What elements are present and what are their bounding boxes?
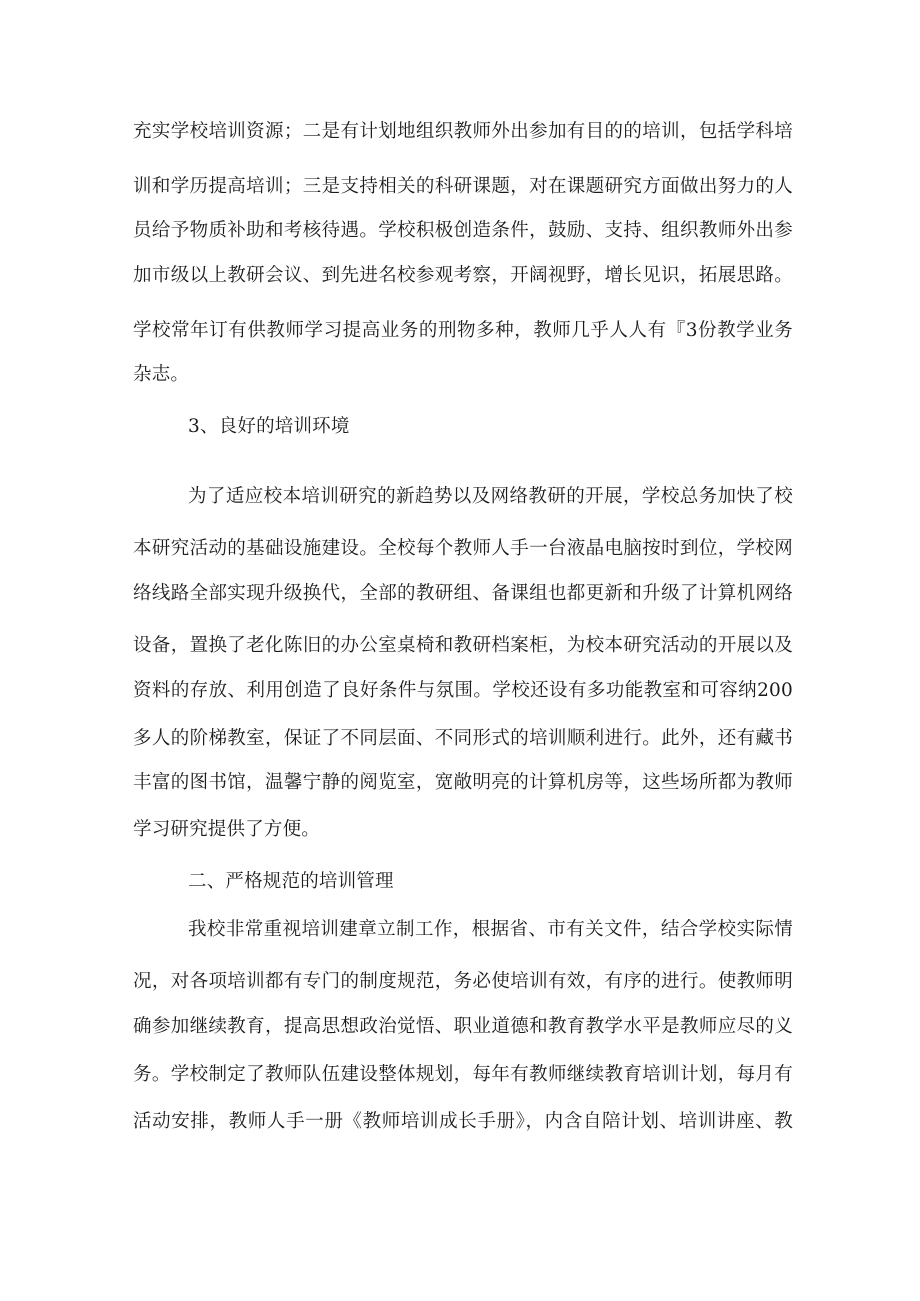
paragraph-line: 员给予物质补助和考核待遇。学校积极创造条件，鼓励、支持、组织教师外出参: [133, 220, 793, 241]
paragraph-line: 学校常年订有供教师学习提高业务的刑物多种，教师几乎人人有『3份教学业务: [133, 320, 793, 341]
paragraph-line: 杂志。: [133, 364, 190, 385]
paragraph-line: 设备，置换了老化陈旧的办公室桌椅和教研档案柜，为校本研究活动的开展以及: [133, 635, 793, 656]
paragraph-line: 多人的阶梯教室，保证了不同层面、不同形式的培训顺利进行。此外，还有藏书: [133, 728, 793, 749]
paragraph-line: 活动安排，教师人手一册《教师培训成长手册》，内含自陪计划、培训讲座、教: [133, 1111, 793, 1132]
paragraph-line: 务。学校制定了教师队伍建设整体规划，每年有教师继续教育培训计划，每月有: [133, 1064, 793, 1085]
paragraph-line: 丰富的图书馆，温馨宁静的阅览室，宽敞明亮的计算机房等，这些场所都为教师: [133, 772, 793, 793]
section-heading: 二、严格规范的培训管理: [188, 871, 394, 892]
paragraph-line: 络线路全部实现升级换代，全部的教研组、备课组也都更新和升级了计算机网络: [133, 583, 793, 604]
paragraph-line: 训和学历提高培训；三是支持相关的科研课题，对在课题研究方面做出努力的人: [133, 176, 793, 197]
paragraph-line: 学习研究提供了方便。: [133, 819, 321, 840]
paragraph-line: 确参加继续教育，提高思想政治觉悟、职业道德和教育教学水平是教师应尽的义: [133, 1016, 793, 1037]
paragraph-line: 况，对各项培训都有专门的制度规范，务必使培训有效，有序的进行。使教师明: [133, 971, 793, 992]
paragraph-line: 为了适应校本培训研究的新趋势以及网络教研的开展，学校总务加快了校: [188, 486, 793, 507]
paragraph-line: 我校非常重视培训建章立制工作，根据省、市有关文件，结合学校实际情: [188, 919, 793, 940]
paragraph-line: 加市级以上教研会议、到先进名校参观考察，开阔视野，增长见识，拓展思路。: [133, 265, 793, 286]
paragraph-line: 资料的存放、利用创造了良好条件与氛围。学校还设有多功能教室和可容纳200: [133, 680, 793, 701]
paragraph-line: 本研究活动的基础设施建设。全校每个教师人手一台液晶电脑按时到位，学校网: [133, 538, 793, 559]
section-heading: 3、良好的培训环境: [188, 416, 350, 437]
paragraph-line: 充实学校培训资源；二是有计划地组织教师外出参加有目的的培训，包括学科培: [133, 121, 793, 142]
